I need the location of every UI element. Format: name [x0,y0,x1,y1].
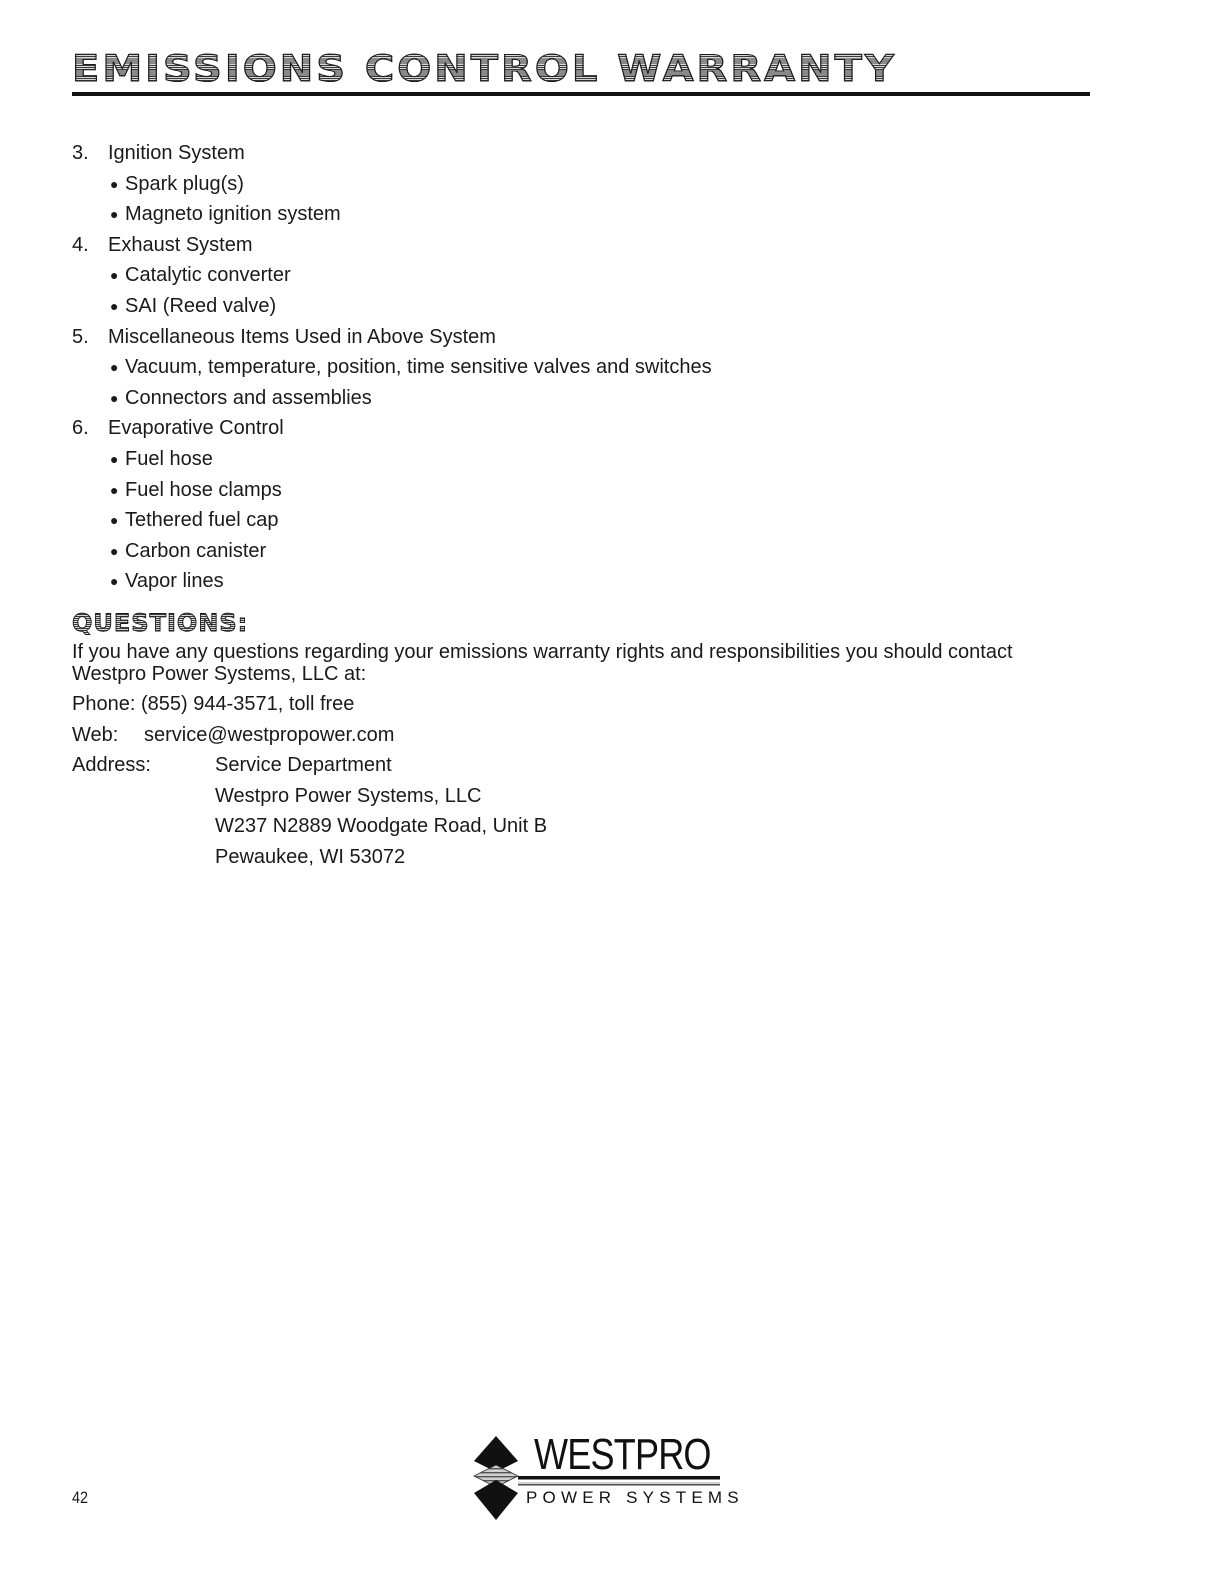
list-section [72,138,1090,169]
list-item [72,352,1090,383]
list-section [72,413,1090,444]
section-title: Evaporative Control [108,417,284,440]
questions-paragraph: If you have any questions regarding your emissions warranty rights and responsibilities you should contact Westpro Power Systems, LLC at: [72,640,1013,685]
list-item-text: Connectors and assemblies [125,386,372,409]
westpro-logo [470,1428,744,1528]
document-body [72,138,1090,872]
bullet-icon: ● [110,481,119,498]
list-item-text: Tethered fuel cap [125,509,279,532]
bullet-icon: ● [110,573,119,590]
list-item-text: Vacuum, temperature, position, time sensitive valves and switches [125,356,712,379]
list-item [72,291,1090,322]
web-label: Web: [72,723,119,746]
address-label: Address: [72,754,151,777]
contact-phone [72,689,1090,720]
list-item [72,444,1090,475]
bullet-icon: ● [110,542,119,559]
list-item-text: Fuel hose [125,447,213,470]
list-item [72,536,1090,567]
contact-web [72,720,1090,751]
list-section [72,230,1090,261]
bullet-icon: ● [110,267,119,284]
page-header [72,44,1090,96]
list-section [72,322,1090,353]
contact-address [72,750,1090,781]
bullet-icon: ● [110,512,119,529]
list-item-text: Fuel hose clamps [125,478,282,501]
list-item [72,475,1090,506]
list-item [72,199,1090,230]
section-number: 6. [72,417,89,440]
address-line: Westpro Power Systems, LLC [215,784,482,807]
list-item-text: Magneto ignition system [125,203,341,226]
page-number: 42 [72,1488,89,1507]
list-item-text: Carbon canister [125,539,267,562]
list-item-text: Catalytic converter [125,264,291,287]
address-line: Service Department [215,754,392,777]
list-item-text: Vapor lines [125,570,224,593]
address-line: Pewaukee, WI 53072 [215,845,406,868]
bullet-icon: ● [110,297,119,314]
section-number: 5. [72,325,89,348]
web-value: service@westpropower.com [144,723,395,746]
section-number: 3. [72,142,89,164]
list-item [72,260,1090,291]
list-item [72,169,1090,200]
section-title: Ignition System [108,142,245,164]
list-item-text: Spark plug(s) [125,172,244,195]
phone-text: Phone: (855) 944-3571, toll free [72,692,355,715]
page-title: EMISSIONS CONTROL WARRANTY [72,48,1090,90]
section-number: 4. [72,233,89,256]
list-item [72,505,1090,536]
section-title: Miscellaneous Items Used in Above System [108,325,496,348]
bullet-icon: ● [110,359,119,376]
section-title: Exhaust System [108,233,253,256]
address-line: W237 N2889 Woodgate Road, Unit B [215,815,548,838]
title-rule [72,92,1090,96]
questions-heading: QUESTIONS: [72,607,1090,639]
list-item [72,383,1090,414]
logo-name: WESTPRO [534,1430,711,1479]
list-item [72,566,1090,597]
list-item-text: SAI (Reed valve) [125,294,277,317]
logo-tagline: POWER SYSTEMS [526,1488,744,1507]
covered-parts-list [72,138,1090,597]
bullet-icon: ● [110,175,119,192]
bullet-icon: ● [110,450,119,467]
bullet-icon: ● [110,206,119,223]
bullet-icon: ● [110,389,119,406]
